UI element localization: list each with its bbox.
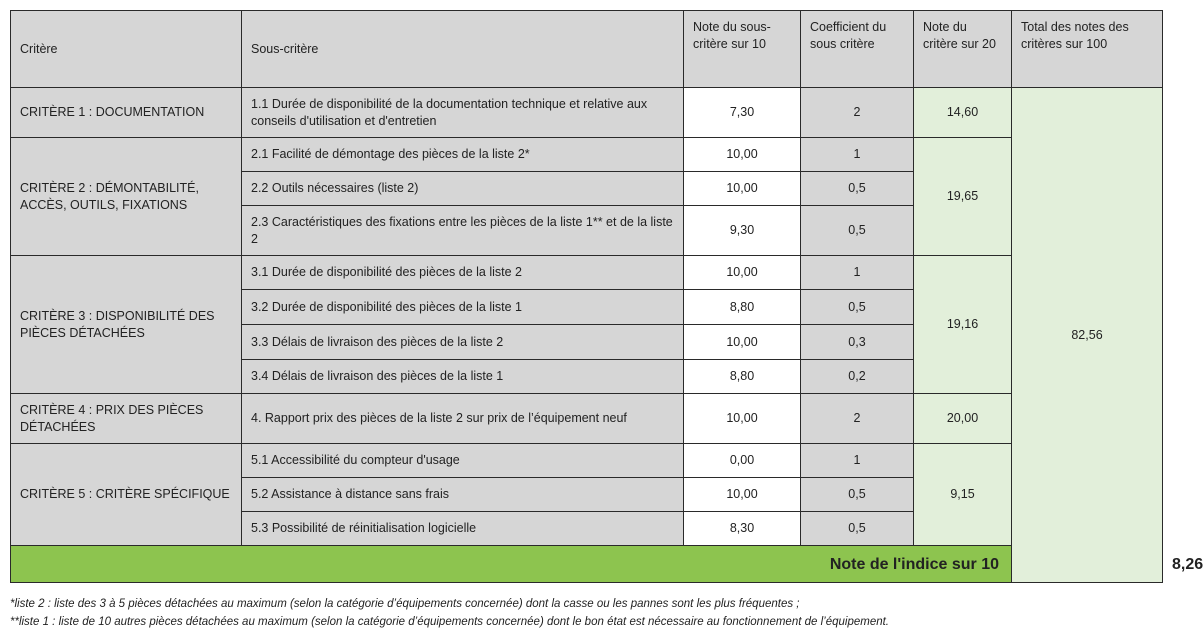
header-row — [11, 11, 1163, 88]
criterion-label: CRITÈRE 5 : CRITÈRE SPÉCIFIQUE — [11, 444, 242, 546]
index-score-label: Note de l'indice sur 10 — [11, 546, 1012, 583]
sub-criterion-note: 10,00 — [684, 138, 801, 172]
sub-criterion-coef: 0,3 — [801, 325, 914, 360]
header-critere: Critère — [11, 11, 242, 88]
sub-criterion-coef: 0,2 — [801, 360, 914, 394]
total-notes: 82,56 — [1012, 88, 1163, 583]
sub-criterion-label: 1.1 Durée de disponibilité de la documentation technique et relative aux conseils d'utilisation et d'entretien — [242, 88, 684, 138]
sub-criterion-label: 4. Rapport prix des pièces de la liste 2 sur prix de l’équipement neuf — [242, 394, 684, 444]
sub-criterion-note: 10,00 — [684, 478, 801, 512]
sub-criterion-label: 3.3 Délais de livraison des pièces de la liste 2 — [242, 325, 684, 360]
sub-criterion-coef: 0,5 — [801, 206, 914, 256]
sub-criterion-coef: 1 — [801, 444, 914, 478]
table-row — [11, 138, 1163, 172]
criterion-label: CRITÈRE 3 : DISPONIBILITÉ DES PIÈCES DÉTACHÉES — [11, 256, 242, 394]
criterion-note: 14,60 — [914, 88, 1012, 138]
header-total: Total des notes des critères sur 100 — [1012, 11, 1163, 88]
sub-criterion-note: 10,00 — [684, 325, 801, 360]
sub-criterion-coef: 1 — [801, 256, 914, 290]
criterion-note: 20,00 — [914, 394, 1012, 444]
header-note-sous-critere: Note du sous-critère sur 10 — [684, 11, 801, 88]
table-row — [11, 88, 1163, 138]
sub-criterion-label: 3.1 Durée de disponibilité des pièces de la liste 2 — [242, 256, 684, 290]
sub-criterion-note: 7,30 — [684, 88, 801, 138]
sub-criterion-label: 5.2 Assistance à distance sans frais — [242, 478, 684, 512]
footnote-liste-2: *liste 2 : liste des 3 à 5 pièces détachées au maximum (selon la catégorie d’équipements concernée) dont la casse ou les pannes sont les plus fréquentes ; — [10, 598, 800, 610]
criterion-label: CRITÈRE 2 : DÉMONTABILITÉ, ACCÈS, OUTILS, FIXATIONS — [11, 138, 242, 256]
sub-criterion-coef: 2 — [801, 88, 914, 138]
sub-criterion-label: 3.2 Durée de disponibilité des pièces de la liste 1 — [242, 290, 684, 325]
sub-criterion-note: 10,00 — [684, 394, 801, 444]
sub-criterion-label: 2.1 Facilité de démontage des pièces de la liste 2* — [242, 138, 684, 172]
table-row — [11, 444, 1163, 478]
sub-criterion-coef: 2 — [801, 394, 914, 444]
sub-criterion-label: 2.3 Caractéristiques des fixations entre les pièces de la liste 1** et de la liste 2 — [242, 206, 684, 256]
sub-criterion-label: 5.1 Accessibilité du compteur d'usage — [242, 444, 684, 478]
sub-criterion-note: 9,30 — [684, 206, 801, 256]
criterion-label: CRITÈRE 4 : PRIX DES PIÈCES DÉTACHÉES — [11, 394, 242, 444]
footnote-liste-1: **liste 1 : liste de 10 autres pièces détachées au maximum (selon la catégorie d’équipements concernée) dont le bon état est nécessaire au fonctionnement de l’équipement. — [10, 616, 889, 628]
sub-criterion-note: 10,00 — [684, 172, 801, 206]
criterion-label: CRITÈRE 1 : DOCUMENTATION — [11, 88, 242, 138]
sub-criterion-note: 8,80 — [684, 360, 801, 394]
header-coefficient: Coefficient du sous critère — [801, 11, 914, 88]
sub-criterion-coef: 0,5 — [801, 478, 914, 512]
table-row — [11, 256, 1163, 290]
sub-criterion-coef: 0,5 — [801, 172, 914, 206]
sub-criterion-label: 2.2 Outils nécessaires (liste 2) — [242, 172, 684, 206]
footer-row: Note de l'indice sur 10 8,26 — [11, 546, 1163, 583]
sub-criterion-note: 8,80 — [684, 290, 801, 325]
header-note-critere: Note du critère sur 20 — [914, 11, 1012, 88]
sub-criterion-note: 10,00 — [684, 256, 801, 290]
sub-criterion-label: 3.4 Délais de livraison des pièces de la liste 1 — [242, 360, 684, 394]
sub-criterion-note: 0,00 — [684, 444, 801, 478]
criterion-note: 19,16 — [914, 256, 1012, 394]
header-sous-critere: Sous-critère — [242, 11, 684, 88]
sub-criterion-note: 8,30 — [684, 512, 801, 546]
criterion-note: 19,65 — [914, 138, 1012, 256]
repairability-score-table — [10, 10, 1203, 583]
table-row — [11, 394, 1163, 444]
sub-criterion-coef: 0,5 — [801, 290, 914, 325]
criterion-note: 9,15 — [914, 444, 1012, 546]
sub-criterion-label: 5.3 Possibilité de réinitialisation logicielle — [242, 512, 684, 546]
sub-criterion-coef: 0,5 — [801, 512, 914, 546]
sub-criterion-coef: 1 — [801, 138, 914, 172]
